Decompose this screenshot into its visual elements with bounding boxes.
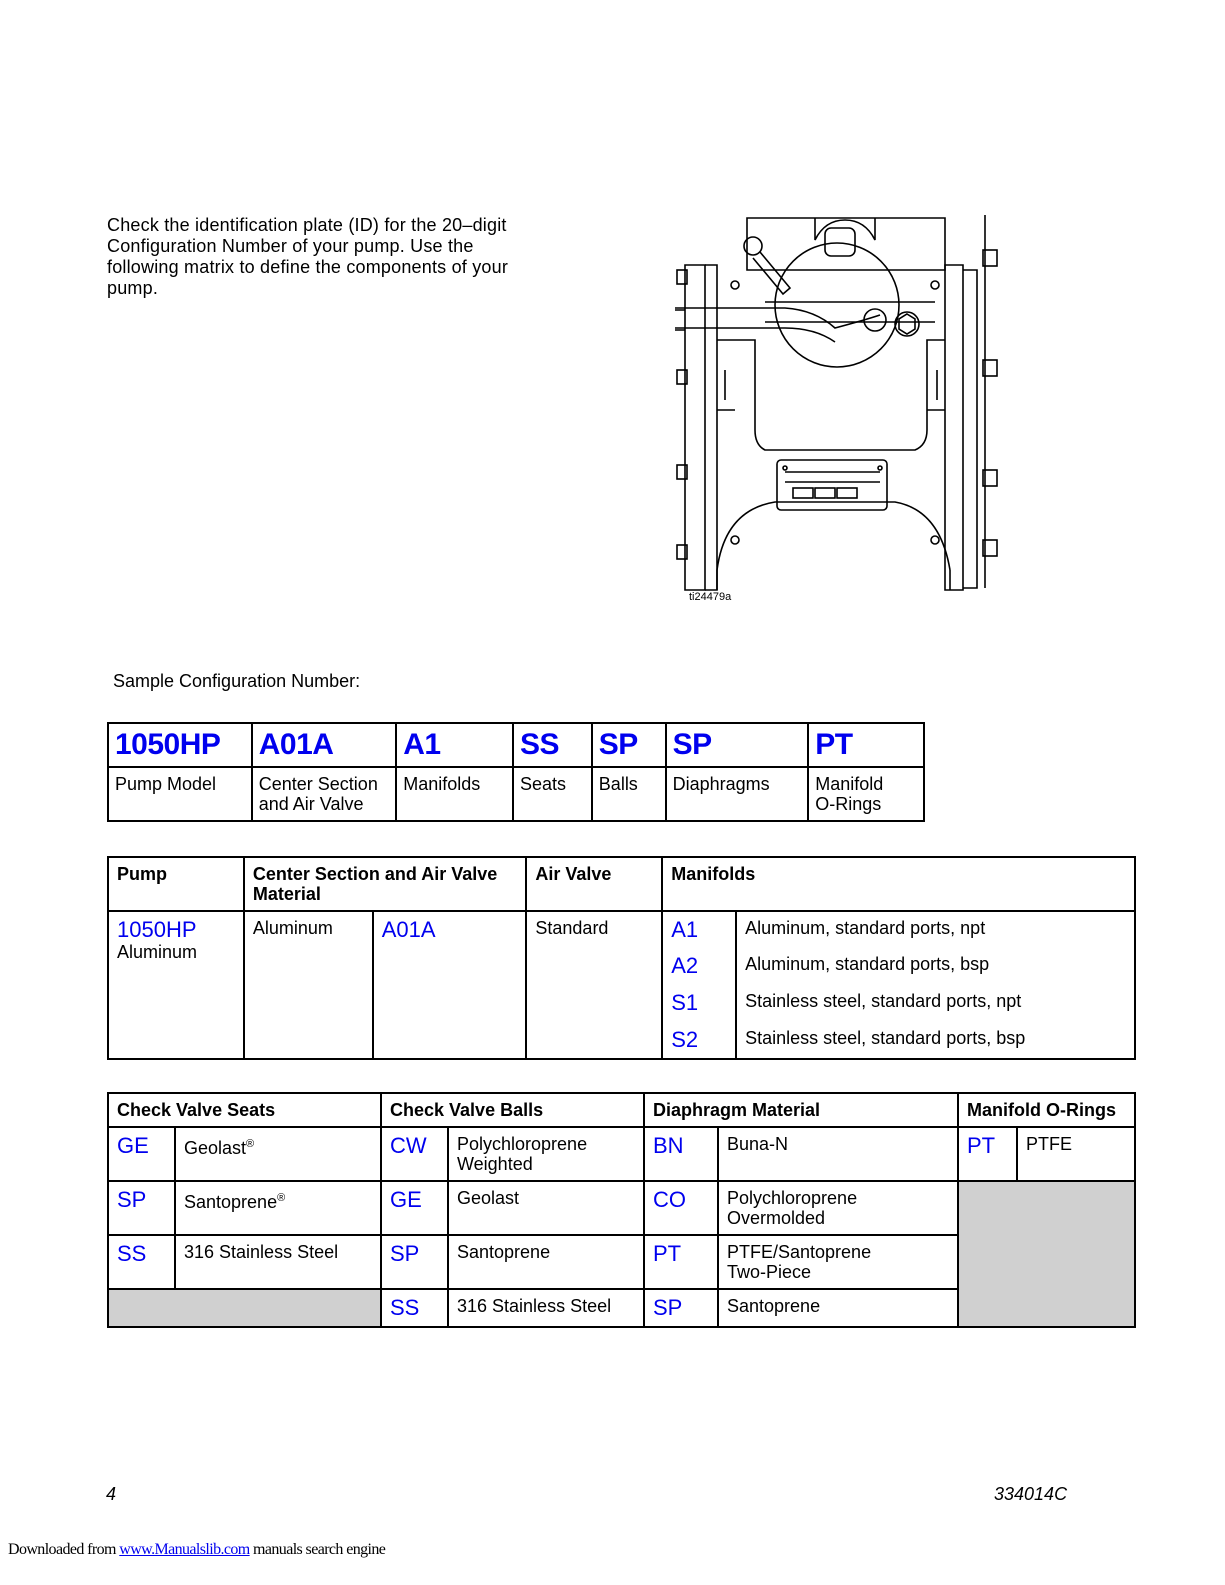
diaphragm-code: BN bbox=[644, 1127, 718, 1181]
pump-cell bbox=[108, 911, 244, 1059]
pump-desc: Aluminum bbox=[117, 942, 198, 962]
download-suffix: manuals search engine bbox=[249, 1541, 386, 1558]
seat-empty-shaded bbox=[108, 1289, 381, 1327]
sample-configuration-label: Sample Configuration Number: bbox=[113, 671, 361, 691]
header-manifold-o-rings: Manifold O-Rings bbox=[958, 1093, 1135, 1127]
sample-desc-pump: Pump Model bbox=[108, 767, 252, 821]
parts-header-row bbox=[108, 1093, 1135, 1127]
sample-desc-diaphragms: Diaphragms bbox=[666, 767, 809, 821]
seat-code: SS bbox=[108, 1235, 175, 1289]
manifold-desc: Aluminum, standard ports, npt bbox=[736, 911, 1135, 948]
intro-line: Check the identification plate (ID) for the 20–digit bbox=[107, 215, 507, 235]
air-valve-cell: Standard bbox=[526, 911, 662, 1059]
seat-desc: Geolast® bbox=[175, 1127, 381, 1181]
ball-desc: Polychloroprene Weighted bbox=[448, 1127, 644, 1181]
intro-line: Configuration Number of your pump. Use the bbox=[107, 236, 474, 256]
manifold-code: S2 bbox=[662, 1022, 736, 1059]
ball-desc: 316 Stainless Steel bbox=[448, 1289, 644, 1327]
seat-code: SP bbox=[108, 1181, 175, 1235]
manifold-code: S1 bbox=[662, 985, 736, 1022]
header-check-valve-balls: Check Valve Balls bbox=[381, 1093, 644, 1127]
download-prefix: Downloaded from bbox=[8, 1541, 120, 1558]
intro-line: following matrix to define the components of your bbox=[107, 257, 509, 277]
header-pump: Pump bbox=[108, 857, 244, 911]
sample-code-manifolds: A1 bbox=[396, 723, 513, 767]
sample-code-seats: SS bbox=[513, 723, 592, 767]
diaphragm-desc: Buna-N bbox=[718, 1127, 958, 1181]
seat-desc: 316 Stainless Steel bbox=[175, 1235, 381, 1289]
manifold-desc: Aluminum, standard ports, bsp bbox=[736, 948, 1135, 985]
diaphragm-desc: Polychloroprene Overmolded bbox=[718, 1181, 958, 1235]
sample-code-center: A01A bbox=[252, 723, 396, 767]
ball-desc: Geolast bbox=[448, 1181, 644, 1235]
o-ring-desc: PTFE bbox=[1017, 1127, 1135, 1181]
pump-header-row bbox=[108, 857, 1135, 911]
parts-matrix-table bbox=[107, 1092, 1136, 1328]
diaphragm-desc: PTFE/Santoprene Two-Piece bbox=[718, 1235, 958, 1289]
manifold-code: A2 bbox=[662, 948, 736, 985]
sample-configuration-table bbox=[107, 722, 925, 822]
sample-code-row bbox=[108, 723, 924, 767]
figure-label: ti24479a bbox=[689, 591, 732, 603]
manifold-desc: Stainless steel, standard ports, npt bbox=[736, 985, 1135, 1022]
parts-row bbox=[108, 1127, 1135, 1181]
diaphragm-desc: Santoprene bbox=[718, 1289, 958, 1327]
center-code-cell: A01A bbox=[373, 911, 527, 1059]
seat-code: GE bbox=[108, 1127, 175, 1181]
pump-illustration bbox=[665, 210, 1015, 605]
sample-desc-manifolds: Manifolds bbox=[396, 767, 513, 821]
sample-code-orings: PT bbox=[808, 723, 924, 767]
sample-desc-center: Center Section and Air Valve bbox=[252, 767, 396, 821]
document-number: 334014C bbox=[994, 1484, 1068, 1504]
sample-desc-balls: Balls bbox=[592, 767, 666, 821]
header-check-valve-seats: Check Valve Seats bbox=[108, 1093, 381, 1127]
manifold-desc: Stainless steel, standard ports, bsp bbox=[736, 1022, 1135, 1059]
manifold-code: A1 bbox=[662, 911, 736, 948]
diaphragm-code: CO bbox=[644, 1181, 718, 1235]
ball-code: SP bbox=[381, 1235, 448, 1289]
sample-code-diaphragms: SP bbox=[666, 723, 809, 767]
seat-desc: Santoprene® bbox=[175, 1181, 381, 1235]
diaphragm-code: PT bbox=[644, 1235, 718, 1289]
pump-code: 1050HP bbox=[117, 917, 197, 942]
pump-matrix-table bbox=[107, 856, 1136, 1060]
ball-code: SS bbox=[381, 1289, 448, 1327]
ball-desc: Santoprene bbox=[448, 1235, 644, 1289]
header-air-valve: Air Valve bbox=[526, 857, 662, 911]
page-number: 4 bbox=[106, 1484, 117, 1504]
manualslib-link[interactable]: www.Manualslib.com bbox=[119, 1541, 250, 1558]
header-diaphragm-material: Diaphragm Material bbox=[644, 1093, 958, 1127]
parts-row bbox=[108, 1181, 1135, 1235]
sample-code-balls: SP bbox=[592, 723, 666, 767]
diaphragm-code: SP bbox=[644, 1289, 718, 1327]
o-ring-empty-shaded bbox=[958, 1181, 1135, 1327]
o-ring-code: PT bbox=[958, 1127, 1017, 1181]
download-notice bbox=[8, 1541, 385, 1559]
ball-code: CW bbox=[381, 1127, 448, 1181]
sample-code-pump: 1050HP bbox=[108, 723, 252, 767]
sample-desc-row bbox=[108, 767, 924, 821]
header-manifolds: Manifolds bbox=[662, 857, 1135, 911]
intro-paragraph bbox=[107, 215, 557, 299]
material-cell: Aluminum bbox=[244, 911, 373, 1059]
ball-code: GE bbox=[381, 1181, 448, 1235]
sample-desc-orings: Manifold O-Rings bbox=[808, 767, 924, 821]
pump-row bbox=[108, 911, 1135, 948]
sample-desc-seats: Seats bbox=[513, 767, 592, 821]
header-center-section: Center Section and Air Valve Material bbox=[244, 857, 527, 911]
intro-line: pump. bbox=[107, 278, 159, 298]
